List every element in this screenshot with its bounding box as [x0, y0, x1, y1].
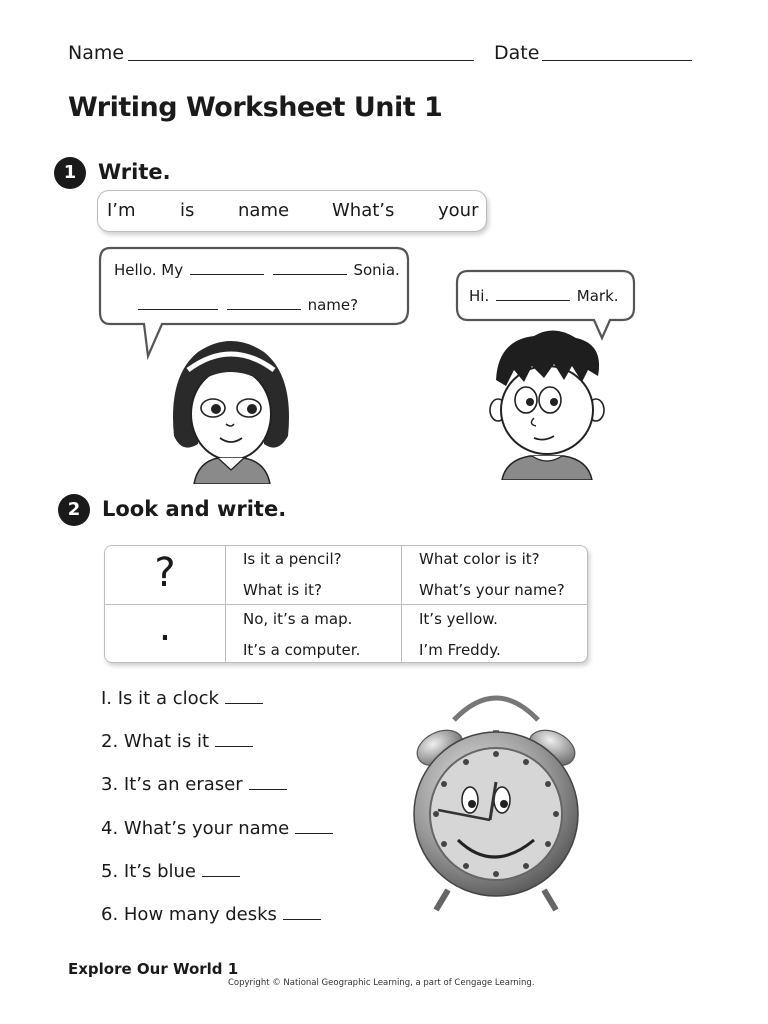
section-title: Look and write.	[102, 497, 287, 521]
answer-blank[interactable]	[283, 919, 321, 920]
word-bank-item: I’m	[107, 200, 136, 221]
section-title: Write.	[98, 160, 171, 184]
girl-bubble-line-1	[114, 261, 400, 279]
copyright-text: Copyright © National Geographic Learning, a part of Cengage Learning.	[228, 978, 535, 988]
answer-blank[interactable]	[190, 274, 264, 275]
word-bank-item: your	[438, 200, 479, 221]
girl-bubble-text: Hello. My	[114, 261, 184, 279]
section-number-badge: 1	[54, 157, 86, 189]
question-text: 4. What’s your name	[101, 818, 290, 839]
question-item	[101, 818, 335, 839]
word-bank	[97, 190, 487, 232]
boy-illustration	[484, 330, 610, 480]
name-label: Name	[68, 42, 125, 64]
punctuation-table	[104, 545, 588, 663]
table-cell: No, it’s a map.	[243, 610, 353, 628]
word-bank-item: name	[238, 200, 290, 221]
table-cell: It’s yellow.	[419, 610, 498, 628]
boy-bubble-text: Mark.	[576, 287, 619, 305]
answer-blank[interactable]	[249, 789, 287, 790]
table-cell: What color is it?	[419, 550, 540, 568]
question-text: 3. It’s an eraser	[101, 774, 243, 795]
answer-blank[interactable]	[295, 833, 333, 834]
answer-blank[interactable]	[202, 876, 240, 877]
question-text: 6. How many desks	[101, 904, 277, 925]
question-item	[101, 861, 242, 882]
answer-blank[interactable]	[273, 274, 347, 275]
table-cell: I’m Freddy.	[419, 641, 501, 659]
section-number-badge: 2	[58, 494, 90, 526]
question-text: I. Is it a clock	[101, 688, 219, 709]
girl-illustration	[168, 336, 294, 484]
question-item	[101, 731, 255, 752]
question-item	[101, 904, 323, 925]
answer-blank[interactable]	[138, 309, 218, 310]
word-bank-item: What’s	[332, 200, 395, 221]
question-mark-symbol: ?	[154, 550, 176, 596]
girl-bubble-line-2	[136, 296, 358, 314]
table-cell: It’s a computer.	[243, 641, 361, 659]
name-line[interactable]	[128, 60, 474, 61]
girl-bubble-text: Sonia.	[353, 261, 400, 279]
boy-bubble-text: Hi.	[469, 287, 490, 305]
question-text: 5. It’s blue	[101, 861, 196, 882]
question-item	[101, 774, 289, 795]
page-title: Writing Worksheet Unit 1	[68, 92, 443, 123]
table-cell: Is it a pencil?	[243, 550, 342, 568]
answer-blank[interactable]	[227, 309, 301, 310]
answer-blank[interactable]	[215, 746, 253, 747]
boy-bubble-line	[469, 287, 619, 305]
book-title: Explore Our World 1	[68, 960, 239, 978]
alarm-clock-illustration	[398, 690, 594, 920]
answer-blank[interactable]	[496, 300, 570, 301]
girl-bubble-text: name?	[307, 296, 359, 314]
table-cell: What’s your name?	[419, 581, 565, 599]
table-cell: What is it?	[243, 581, 322, 599]
answer-blank[interactable]	[225, 703, 263, 704]
question-text: 2. What is it	[101, 731, 210, 752]
date-line[interactable]	[542, 60, 692, 61]
question-item	[101, 688, 265, 709]
word-bank-item: is	[180, 200, 195, 221]
period-symbol: .	[158, 604, 172, 650]
date-label: Date	[494, 42, 540, 64]
